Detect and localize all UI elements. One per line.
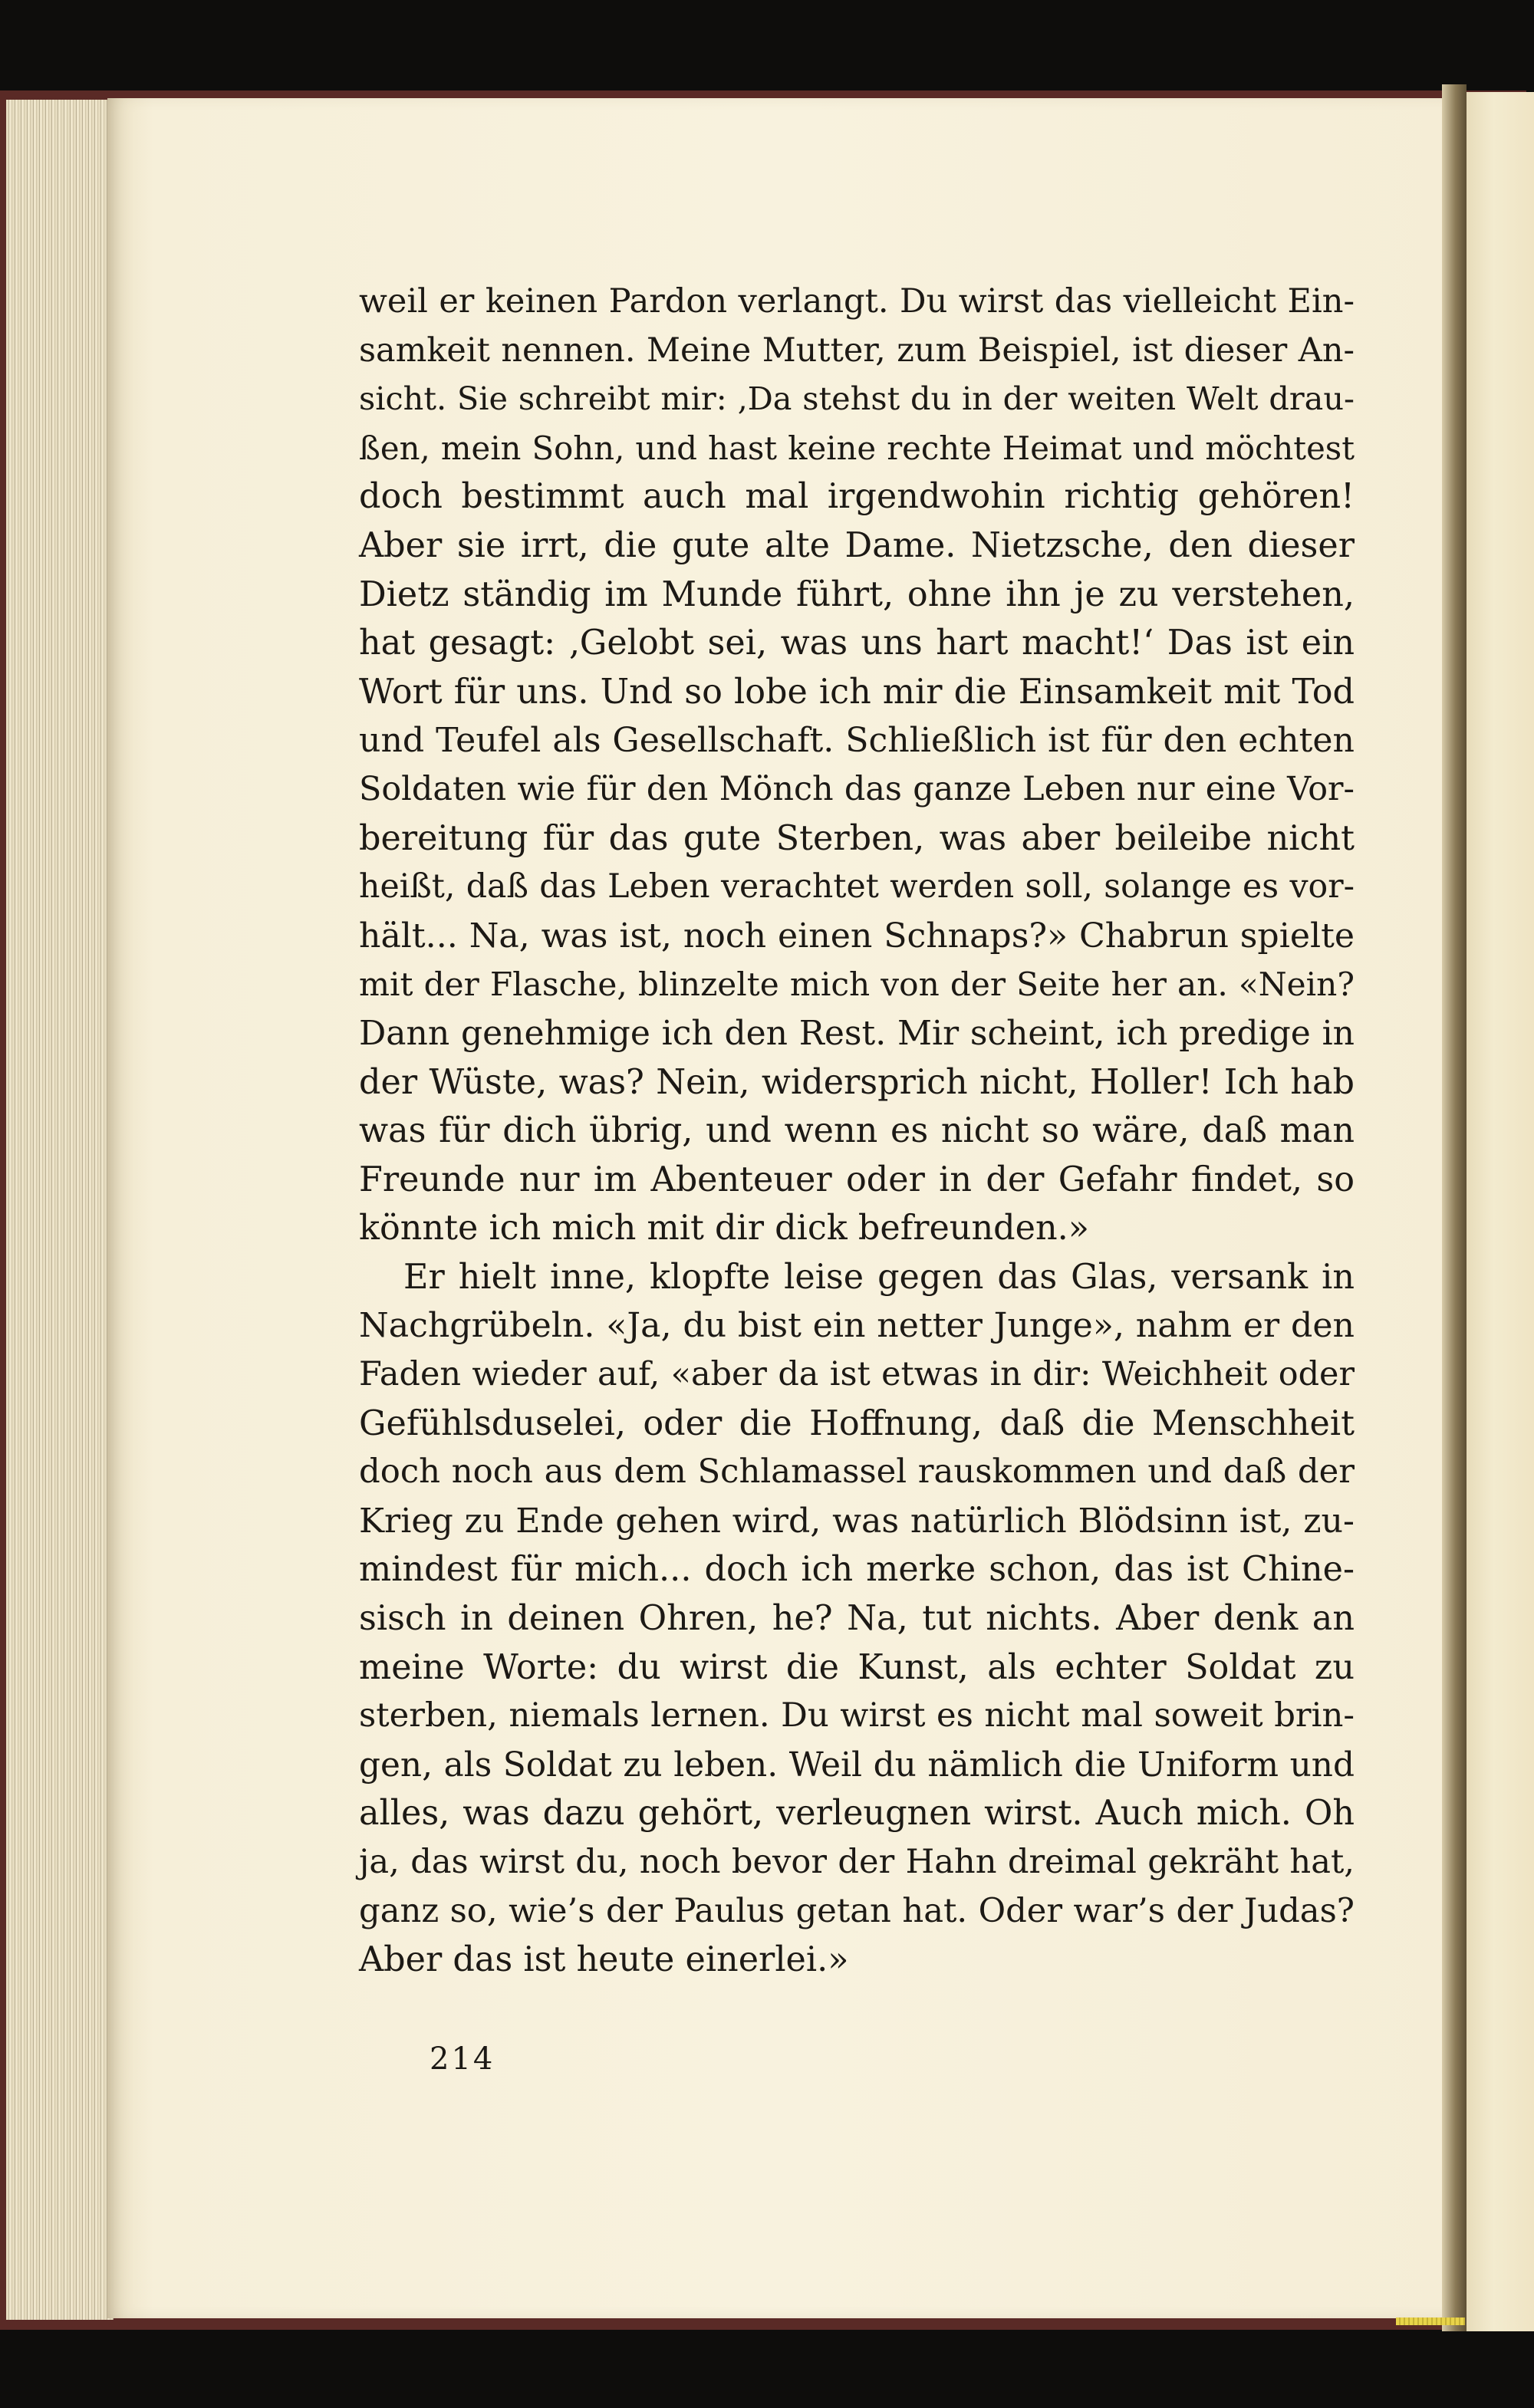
text-line: samkeit nennen. Meine Mutter, zum Beispiel, ist dieser An- [359,331,1355,370]
text-line: hat gesagt: ‚Gelobt sei, was uns hart macht!‘ Das ist ein [359,623,1355,663]
text-line: alles, was dazu gehört, verleugnen wirst. Auch mich. Oh [359,1794,1355,1834]
text-line: Nachgrübeln. «Ja, du bist ein netter Junge», nahm er den [359,1306,1355,1346]
text-line: doch noch aus dem Schlamassel rauskommen und daß der [359,1452,1355,1492]
paragraph-1 [359,278,1355,1253]
paragraph-2 [359,1253,1355,1985]
text-line: ja, das wirst du, noch bevor der Hahn dreimal gekräht hat, [359,1843,1355,1881]
text-line: mit der Flasche, blinzelte mich von der Seite her an. «Nein? [359,966,1355,1004]
text-line: Faden wieder auf, «aber da ist etwas in dir: Weichheit oder [359,1355,1355,1394]
text-line: bereitung für das gute Sterben, was aber beileibe nicht [359,818,1355,858]
text-line: sterben, niemals lernen. Du wirst es nicht mal soweit brin- [359,1696,1355,1735]
text-line: was für dich übrig, und wenn es nicht so wäre, daß man [359,1111,1355,1151]
text-line: der Wüste, was? Nein, widersprich nicht, Holler! Ich hab [359,1062,1355,1102]
text-line: und Teufel als Gesellschaft. Schließlich ist für den echten [359,721,1355,761]
text-line: weil er keinen Pardon verlangt. Du wirst das vielleicht Ein- [359,282,1355,321]
text-line: mindest für mich... doch ich merke schon, das ist Chine- [359,1550,1355,1590]
text-line: doch bestimmt auch mal irgendwohin richtig gehören! [359,477,1355,517]
text-line: könnte ich mich mit dir dick befreunden.» [359,1209,1089,1248]
text-line: Dann genehmige ich den Rest. Mir scheint, ich predige in [359,1013,1355,1053]
text-line: meine Worte: du wirst die Kunst, als echter Soldat zu [359,1647,1355,1687]
text-line: Aber das ist heute einerlei.» [359,1940,849,1980]
text-line: Freunde nur im Abenteuer oder in der Gefahr findet, so [359,1160,1355,1199]
text-line: Gefühlsduselei, oder die Hoffnung, daß die Menschheit [359,1403,1355,1443]
text-line: Dietz ständig im Munde führt, ohne ihn je zu verstehen, [359,574,1355,614]
text-line: ßen, mein Sohn, und hast keine rechte Heimat und möchtest [359,429,1355,467]
text-line: ganz so, wie’s der Paulus getan hat. Oder war’s der Judas? [359,1891,1355,1930]
page-number: 214 [430,2041,495,2077]
text-line: gen, als Soldat zu leben. Weil du nämlich die Uniform und [359,1745,1355,1785]
text-line: Soldaten wie für den Mönch das ganze Leben nur eine Vor- [359,769,1355,808]
body-text [359,278,1355,1985]
text-line: Wort für uns. Und so lobe ich mir die Einsamkeit mit Tod [359,672,1355,712]
stacked-page-edges [6,100,114,2320]
page-edge-marker [1396,2318,1465,2325]
text-line: Krieg zu Ende gehen wird, was natürlich Blödsinn ist, zu- [359,1501,1355,1541]
text-line: hält... Na, was ist, noch einen Schnaps?» Chabrun spielte [359,916,1355,956]
text-line: heißt, daß das Leben verachtet werden soll, solange es vor- [359,867,1355,906]
book-gutter [1442,84,1467,2331]
text-line: Er hielt inne, klopfte leise gegen das Glas, versank in [403,1257,1355,1297]
text-line: sicht. Sie schreibt mir: ‚Da stehst du in der weiten Welt drau- [359,380,1355,418]
text-line: sisch in deinen Ohren, he? Na, tut nichts. Aber denk an [359,1599,1355,1639]
facing-page-edge [1467,92,1534,2331]
text-line: Aber sie irrt, die gute alte Dame. Nietzsche, den dieser [359,525,1355,565]
